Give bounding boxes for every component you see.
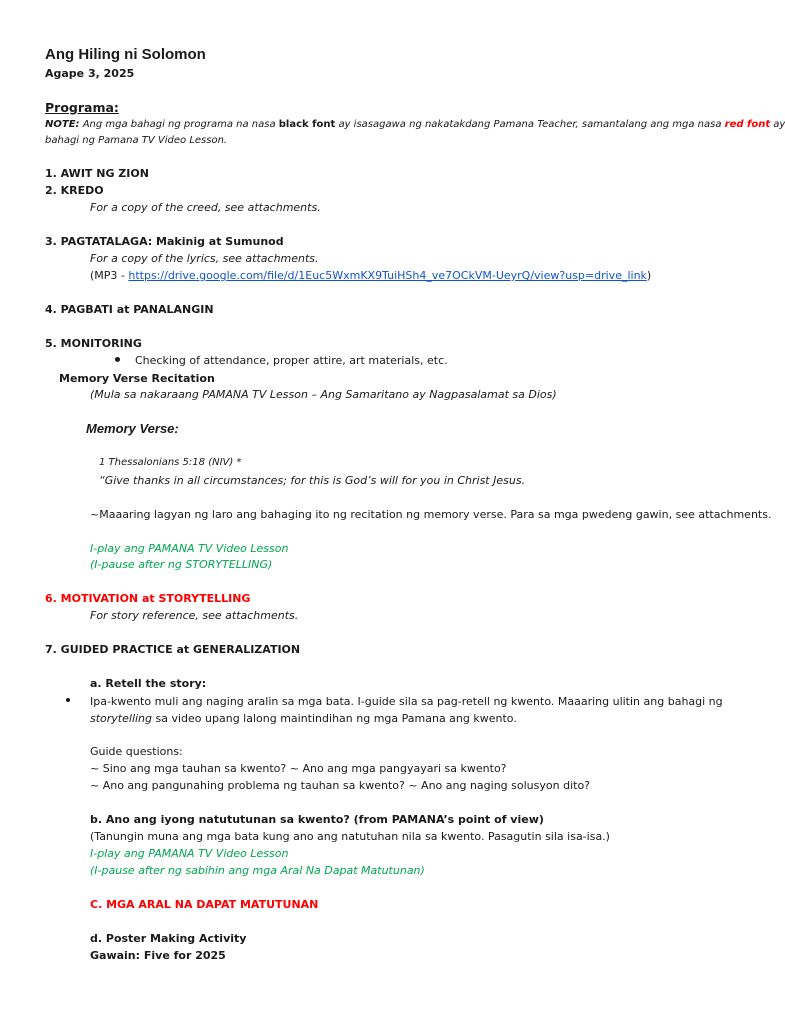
guide-questions-label: Guide questions:	[90, 745, 183, 758]
retell-heading: a. Retell the story:	[90, 677, 207, 690]
retell-line-2: storytelling sa video upang lalong maintindihan ng mga Pamana ang kwento.	[90, 712, 517, 725]
verse-reference: 1 Thessalonians 5:18 (NIV) *	[99, 457, 242, 468]
section-monitoring: 5. MONITORING	[45, 337, 142, 350]
gawain-label: Gawain: Five for 2025	[90, 949, 226, 962]
section-guided-practice: 7. GUIDED PRACTICE at GENERALIZATION	[45, 643, 301, 656]
guide-question-1: ~ Sino ang mga tauhan sa kwento? ~ Ano ang mga pangyayari sa kwento?	[90, 762, 507, 775]
bullet-dot-icon	[115, 357, 120, 362]
black-font-label: black font	[278, 119, 336, 130]
pagtatalaga-note: For a copy of the lyrics, see attachments.	[90, 252, 319, 265]
document-title: Ang Hiling ni Solomon	[45, 46, 206, 63]
note-label: NOTE:	[45, 119, 80, 130]
section-awit-ng-zion: 1. AWIT NG ZION	[45, 167, 149, 180]
poster-making-heading: d. Poster Making Activity	[90, 932, 247, 945]
mp3-drive-link[interactable]: https://drive.google.com/file/d/1Euc5WxmKX9TuiHSh4_ve7OCkVM-UeyrQ/view?usp=drive_link	[128, 269, 647, 282]
section-pagbati: 4. PAGBATI at PANALANGIN	[45, 303, 214, 316]
monitoring-bullet-text: Checking of attendance, proper attire, art materials, etc.	[135, 354, 448, 367]
mga-aral-heading: C. MGA ARAL NA DAPAT MATUTUNAN	[90, 898, 319, 911]
memory-verse-recitation: Memory Verse Recitation	[59, 372, 215, 385]
guide-question-2: ~ Ano ang pangunahing problema ng tauhan sa kwento? ~ Ano ang naging solusyon dito?	[90, 779, 591, 792]
pause-instruction-2: (I-pause after ng sabihin ang mga Aral Na Dapat Matutunan)	[90, 864, 425, 877]
section-pagtatalaga: 3. PAGTATALAGA: Makinig at Sumunod	[45, 235, 284, 248]
memory-verse-heading: Memory Verse:	[86, 421, 179, 436]
retell-line-1: Ipa-kwento muli ang naging aralin sa mga bata. I-guide sila sa pag-retell ng kwento. Maaaring ulitin ang bahagi ng	[90, 695, 723, 708]
memory-recitation-note: (Mula sa nakaraang PAMANA TV Lesson – Ang Samaritano ay Nagpasalamat sa Dios)	[90, 388, 557, 401]
document-date: Agape 3, 2025	[45, 67, 135, 80]
pause-instruction-1: (I-pause after ng STORYTELLING)	[90, 558, 273, 571]
play-video-instruction-2: I-play ang PAMANA TV Video Lesson	[90, 847, 289, 860]
storytelling-note: For story reference, see attachments.	[90, 609, 299, 622]
kredo-note: For a copy of the creed, see attachments.	[90, 201, 321, 214]
bullet-dot-icon	[66, 698, 70, 702]
play-video-instruction-1: I-play ang PAMANA TV Video Lesson	[90, 542, 289, 555]
red-font-label: red font	[724, 119, 771, 130]
mp3-line: (MP3 - https://drive.google.com/file/d/1Euc5WxmKX9TuiHSh4_ve7OCkVM-UeyrQ/view?usp=drive_link)	[90, 269, 652, 282]
note-line-1: NOTE: Ang mga bahagi ng programa na nasa black font ay isasagawa ng nakatakdang Pamana Teacher, samantalang ang mga nasa red font ay	[45, 119, 785, 130]
natutunan-heading: b. Ano ang iyong natututunan sa kwento? (from PAMANA’s point of view)	[90, 813, 544, 826]
section-kredo: 2. KREDO	[45, 184, 104, 197]
programa-heading: Programa:	[45, 100, 119, 115]
recitation-game-note: ~Maaaring lagyan ng laro ang bahaging ito ng recitation ng memory verse. Para sa mga pwedeng gawin, see attachments.	[90, 508, 772, 521]
section-motivation-storytelling: 6. MOTIVATION at STORYTELLING	[45, 592, 251, 605]
verse-text: “Give thanks in all circumstances; for this is God’s will for you in Christ Jesus.	[99, 474, 526, 487]
note-line-2: bahagi ng Pamana TV Video Lesson.	[45, 135, 228, 146]
natutunan-note: (Tanungin muna ang mga bata kung ano ang natutuhan nila sa kwento. Pasagutin sila isa-isa.)	[90, 830, 610, 843]
